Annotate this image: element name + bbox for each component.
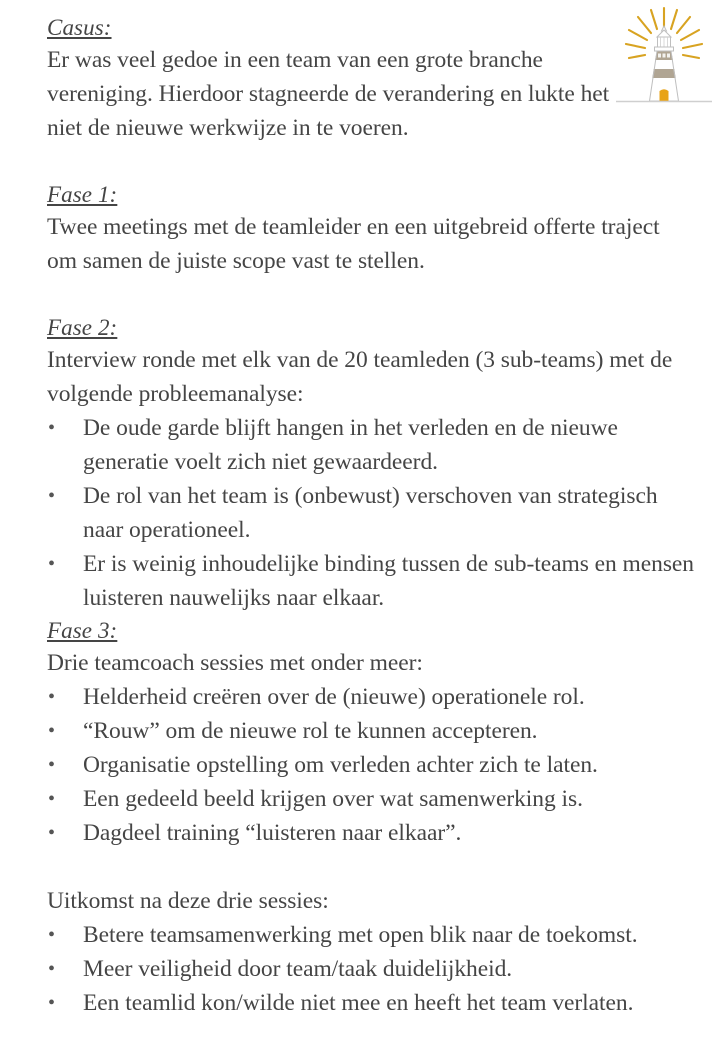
bullet-icon: • [48, 417, 55, 439]
bullet-icon: • [48, 754, 55, 776]
list-item-text: Een gedeeld beeld krijgen over wat samenwerking is. [83, 786, 583, 812]
bullet-list-uitkomst [47, 918, 700, 1020]
list-item [47, 986, 700, 1020]
list-item [47, 479, 700, 547]
section-paragraph-fase-2: Interview ronde met elk van de 20 teamleden (3 sub-teams) met de volgende probleemanalyse: [47, 347, 673, 407]
list-item-text: De rol van het team is (onbewust) verschoven van strategisch naar operationeel. [83, 483, 658, 543]
list-item [47, 952, 700, 986]
section-paragraph-fase-1: Twee meetings met de teamleider en een uitgebreid offerte traject om samen de juiste scope vast te stellen. [47, 214, 660, 274]
bullet-icon: • [48, 788, 55, 810]
list-item [47, 680, 700, 714]
bullet-list-fase-3 [47, 680, 700, 850]
list-item-text: Een teamlid kon/wilde niet mee en heeft het team verlaten. [83, 990, 634, 1016]
section-paragraph-casus: Er was veel gedoe in een team van een grote branche vereniging. Hierdoor stagneerde de verandering en lukte het niet de nieuwe werkwijze in te voeren. [47, 47, 610, 141]
list-item-text: Helderheid creëren over de (nieuwe) operationele rol. [83, 684, 585, 710]
section-spacer-2 [47, 278, 700, 312]
list-item-text: “Rouw” om de nieuwe rol te kunnen accepteren. [83, 718, 538, 744]
bullet-icon: • [48, 485, 55, 507]
section-fase-3 [47, 615, 700, 850]
list-item-text: Er is weinig inhoudelijke binding tussen de sub-teams en mensen luisteren nauwelijks naar elkaar. [83, 551, 695, 611]
section-fase-1 [47, 179, 700, 278]
section-heading-fase-1: Fase 1: [47, 182, 118, 207]
list-item-text: Meer veiligheid door team/taak duidelijkheid. [83, 956, 513, 982]
list-item-text: De oude garde blijft hangen in het verleden en de nieuwe generatie voelt zich niet gewaardeerd. [83, 415, 618, 475]
list-item [47, 816, 700, 850]
section-fase-2 [47, 312, 700, 615]
bullet-icon: • [48, 720, 55, 742]
list-item-text: Organisatie opstelling om verleden achter zich te laten. [83, 752, 598, 778]
list-item [47, 782, 700, 816]
section-paragraph-uitkomst: Uitkomst na deze drie sessies: [47, 888, 329, 914]
section-spacer-1 [47, 145, 700, 179]
list-item [47, 714, 700, 748]
bullet-icon: • [48, 822, 55, 844]
bullet-icon: • [48, 992, 55, 1014]
section-paragraph-fase-3: Drie teamcoach sessies met onder meer: [47, 650, 423, 676]
bullet-icon: • [48, 686, 55, 708]
list-item [47, 411, 700, 479]
section-spacer-3 [47, 850, 700, 884]
bullet-icon: • [48, 553, 55, 575]
list-item-text: Dagdeel training “luisteren naar elkaar”. [83, 820, 462, 846]
list-item [47, 918, 700, 952]
bullet-icon: • [48, 924, 55, 946]
list-item-text: Betere teamsamenwerking met open blik naar de toekomst. [83, 922, 638, 948]
section-casus [47, 12, 700, 145]
section-heading-fase-3: Fase 3: [47, 618, 118, 643]
section-heading-casus: Casus: [47, 15, 112, 40]
section-uitkomst [47, 884, 700, 1020]
list-item [47, 748, 700, 782]
section-heading-fase-2: Fase 2: [47, 315, 118, 340]
bullet-list-fase-2 [47, 411, 700, 615]
list-item [47, 547, 700, 615]
bullet-icon: • [48, 958, 55, 980]
